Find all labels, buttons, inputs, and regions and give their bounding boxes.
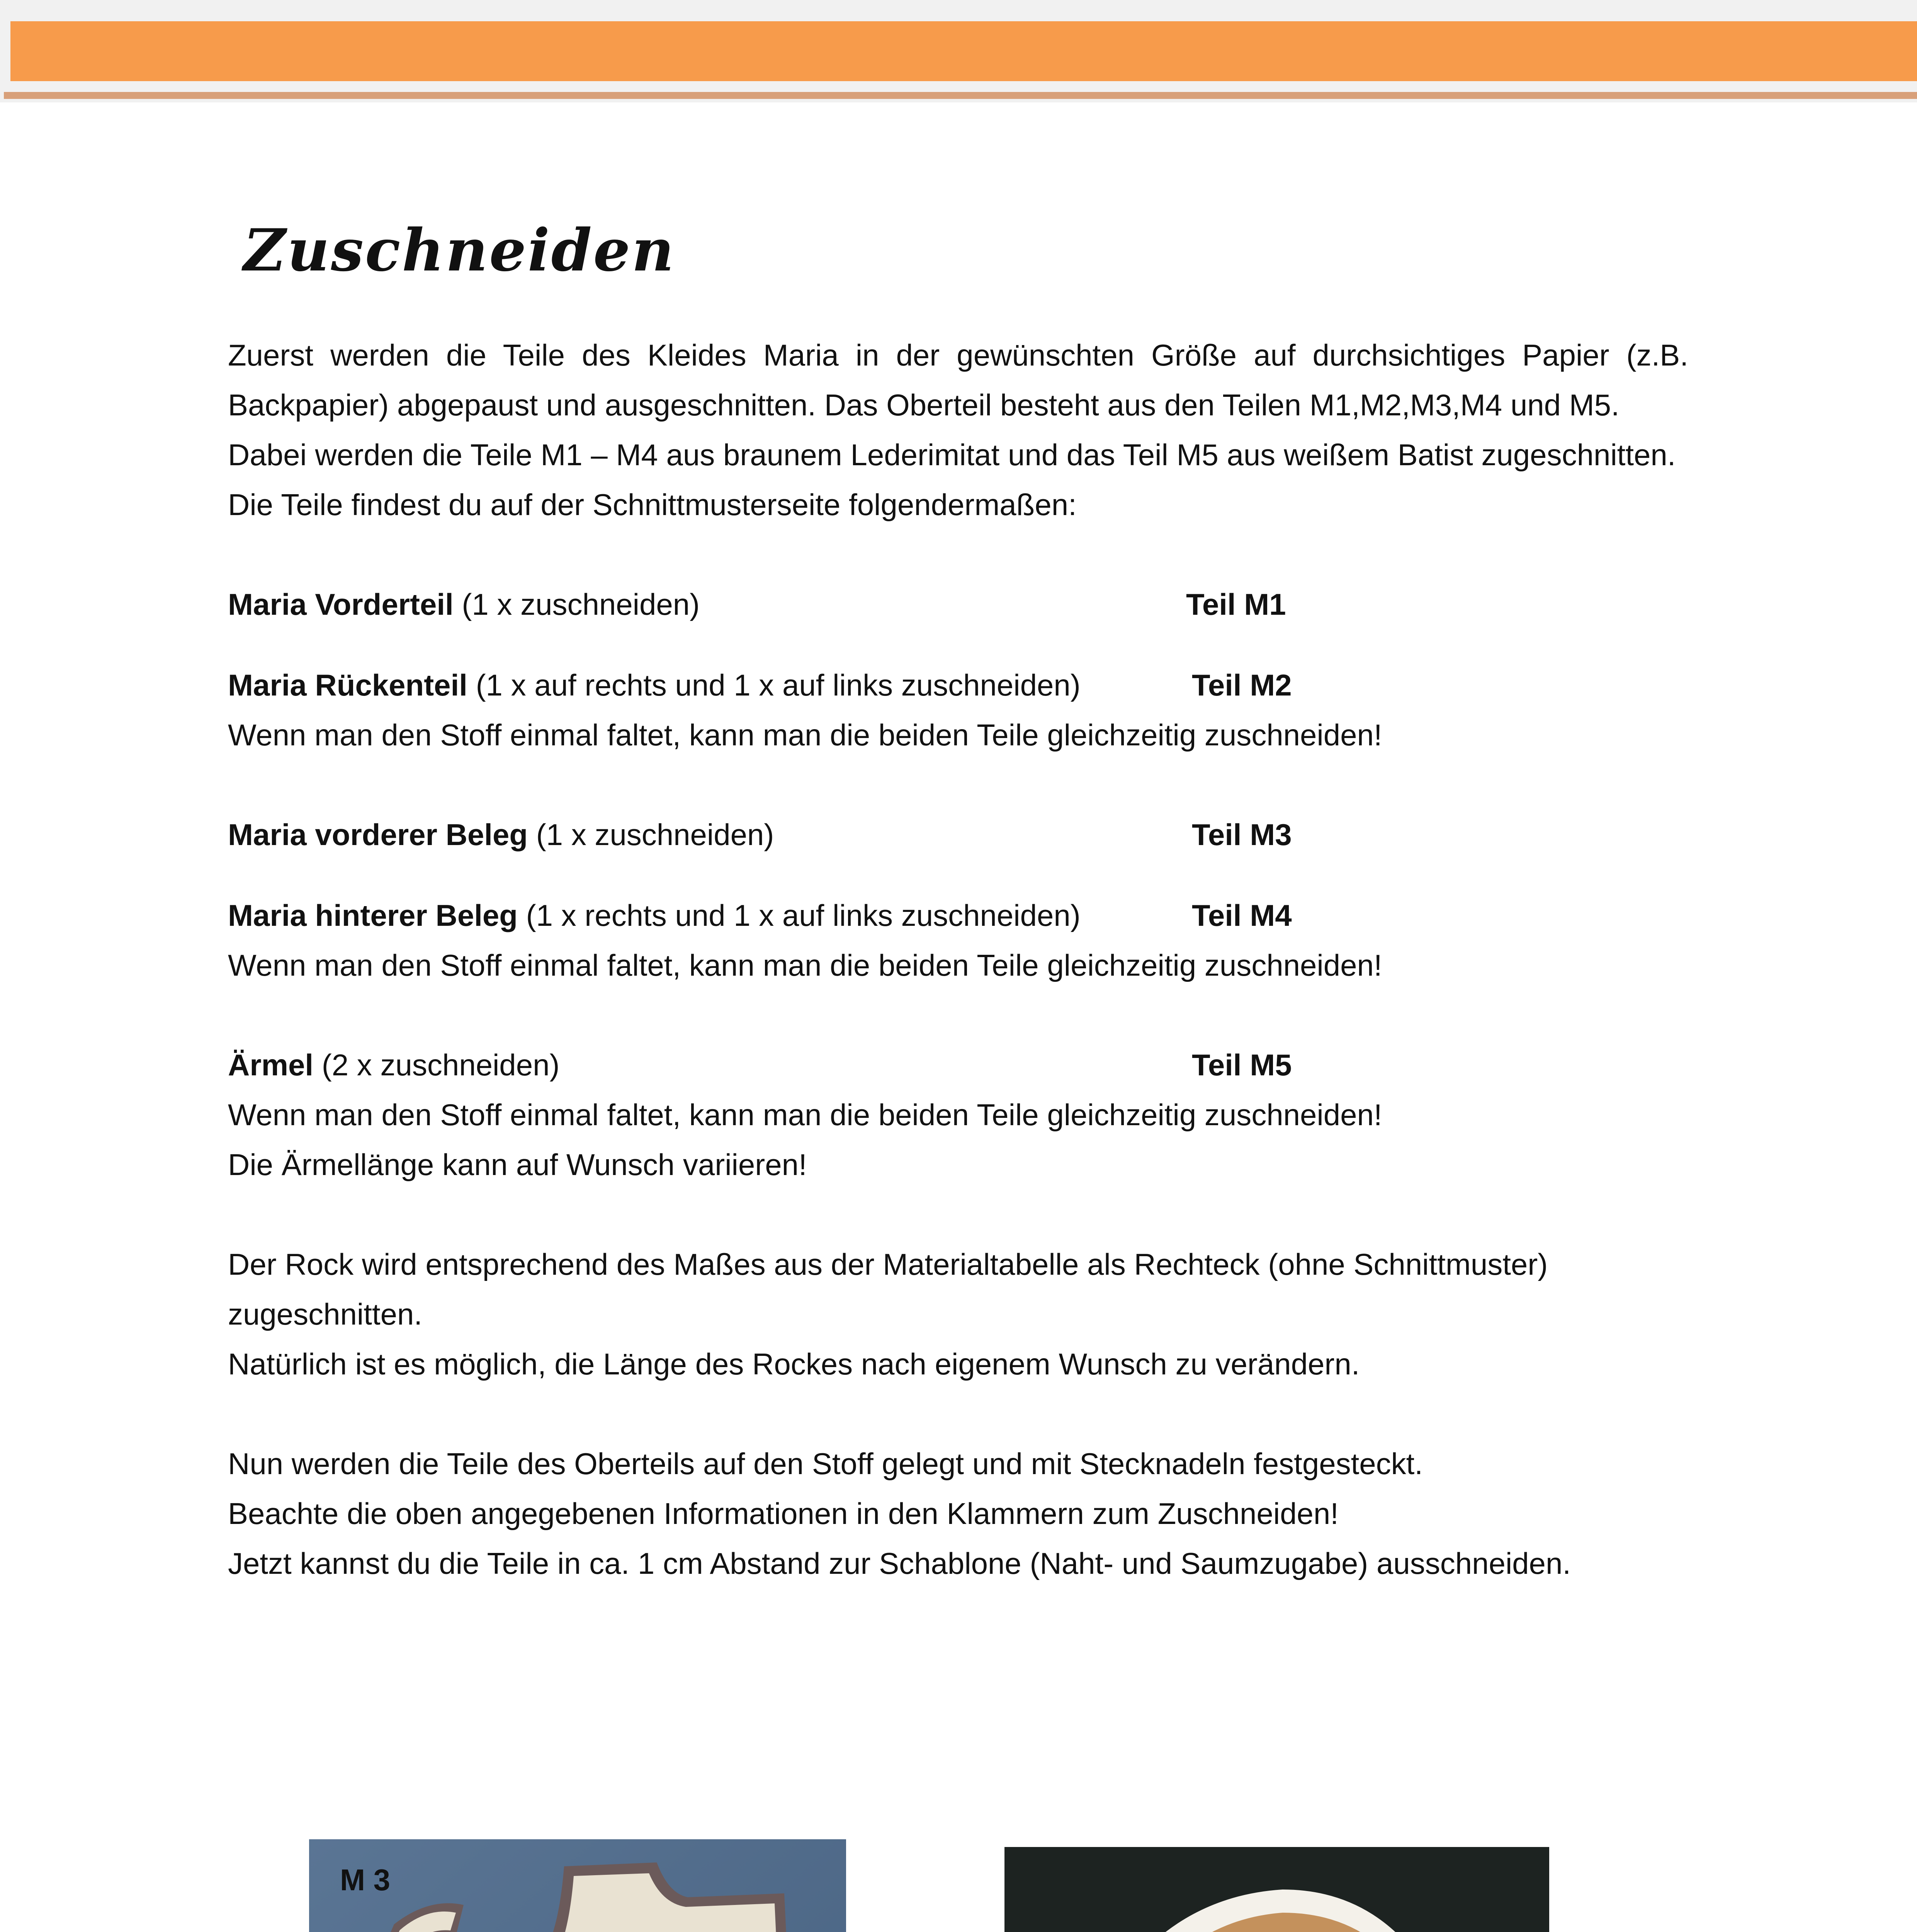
part-instruction: (1 x rechts und 1 x auf links zuschneiden) (526, 898, 1081, 932)
part-instruction: (1 x zuschneiden) (462, 587, 700, 621)
final-paragraph: Nun werden die Teile des Oberteils auf den Stoff gelegt und mit Stecknadeln festgesteckt. (228, 1447, 1423, 1481)
part-code: Teil M1 (1186, 587, 1286, 621)
part-name: Ärmel (228, 1048, 314, 1082)
part-note: Wenn man den Stoff einmal faltet, kann man die beiden Teile gleichzeitig zuschneiden! (228, 718, 1382, 752)
part-row-m2 (228, 660, 1688, 710)
intro-paragraph: Zuerst werden die Teile des Kleides Maria in der gewünschten Größe auf durchsichtiges Papier (z.B. Backpapier) abgepaust und ausgeschnitten. Das Oberteil besteht aus den Teilen M1,M2,M3,M4 und M5. (228, 338, 1688, 422)
final-cut-paragraph: Jetzt kannst du die Teile in ca. 1 cm Abstand zur Schablone (Naht- und Saumzugabe) ausschneiden. (228, 1546, 1571, 1580)
part-code: Teil M3 (1192, 818, 1292, 852)
part-row-m5 (228, 1040, 1688, 1090)
final-hint-paragraph: Beachte die oben angegebenen Informationen in den Klammern zum Zuschneiden! (228, 1497, 1339, 1531)
part-name: Maria Rückenteil (228, 668, 467, 702)
part-code: Teil M4 (1192, 898, 1292, 932)
part-name: Maria vorderer Beleg (228, 818, 528, 852)
part-row-m4 (228, 891, 1688, 940)
part-instruction: (1 x auf rechts und 1 x auf links zuschneiden) (476, 668, 1081, 702)
photo-sleeve-m5 (1004, 1847, 1549, 1932)
header-orange-band (10, 21, 1917, 81)
page-title: Zuschneiden (243, 216, 676, 284)
part-code: Teil M2 (1192, 668, 1292, 702)
sleeve-pattern-illustration (1004, 1847, 1549, 1932)
header-rule (4, 92, 1917, 99)
intro-material-paragraph: Dabei werden die Teile M1 – M4 aus braunem Lederimitat und das Teil M5 aus weißem Batist zugeschnitten. (228, 438, 1676, 472)
part-name: Maria Vorderteil (228, 587, 454, 621)
label-m3: M 3 (340, 1863, 391, 1897)
instructions-text (228, 330, 1688, 1588)
part-row-m3 (228, 810, 1688, 860)
part-code: Teil M5 (1192, 1048, 1292, 1082)
intro-pattern-paragraph: Die Teile findest du auf der Schnittmusterseite folgendermaßen: (228, 488, 1077, 522)
part-note: Wenn man den Stoff einmal faltet, kann man die beiden Teile gleichzeitig zuschneiden! (228, 1098, 1382, 1132)
skirt-length-paragraph: Natürlich ist es möglich, die Länge des Rockes nach eigenem Wunsch zu verändern. (228, 1347, 1360, 1381)
part-name: Maria hinterer Beleg (228, 898, 518, 932)
photo-pattern-pieces-m1-m4 (309, 1839, 846, 1932)
part-note-sleeve-length: Die Ärmellänge kann auf Wunsch variieren! (228, 1148, 807, 1182)
part-instruction: (2 x zuschneiden) (321, 1048, 560, 1082)
part-note: Wenn man den Stoff einmal faltet, kann man die beiden Teile gleichzeitig zuschneiden! (228, 948, 1382, 982)
skirt-paragraph: Der Rock wird entsprechend des Maßes aus der Materialtabelle als Rechteck (ohne Schnittmuster) zugeschnitten. (228, 1247, 1548, 1331)
part-row-m1 (228, 580, 1688, 629)
part-instruction: (1 x zuschneiden) (536, 818, 774, 852)
